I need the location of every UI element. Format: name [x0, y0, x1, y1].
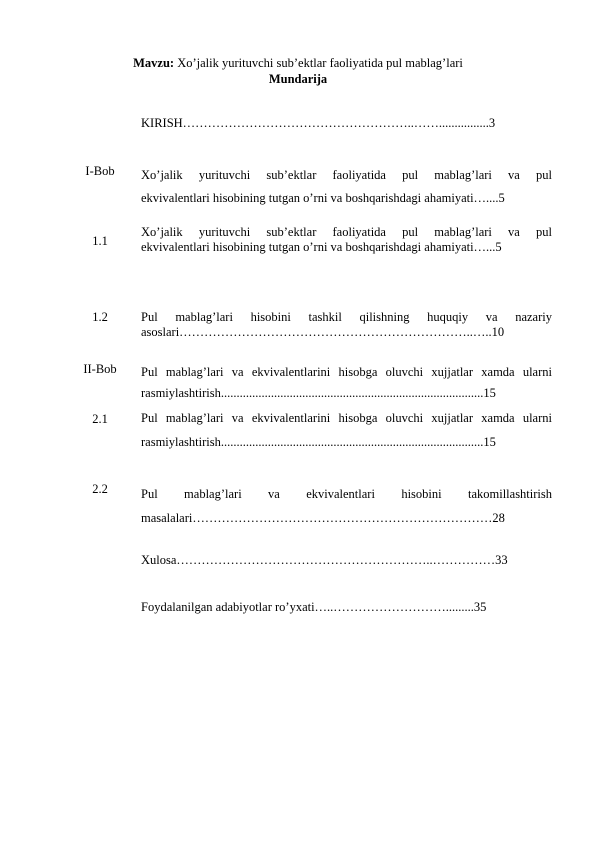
toc-entry-section-1-2-line2: asoslari……………………………………………………………..…..10 [141, 325, 505, 339]
toc-label-section-1-1: 1.1 [92, 234, 108, 248]
toc-entry-section-2-2-line1: Pul mablag’lari va ekvivalentlari hisobini takomillashtirish [141, 487, 552, 501]
toc-label-chapter-1: I-Bob [85, 164, 115, 178]
toc-label-section-2-2: 2.2 [92, 482, 108, 496]
toc-label-section-1-2: 1.2 [92, 310, 108, 324]
toc-entry-section-2-1 [141, 406, 552, 454]
toc-entry-section-1-1 [141, 225, 552, 255]
toc-entry-section-2-1-line1: Pul mablag’lari va ekvivalentlarini hisobga oluvchi xujjatlar xamda ularni [141, 411, 552, 425]
toc-entry-section-1-1-line1: Xo’jalik yurituvchi sub’ektlar faoliyatida pul mablag’lari va pul [141, 225, 552, 239]
toc-entry-chapter-2-line2: rasmiylashtirish....................................................................................15 [141, 386, 496, 400]
toc-entry-section-2-1-line2: rasmiylashtirish....................................................................................15 [141, 435, 496, 449]
toc-entry-section-1-2-line1: Pul mablag’lari hisobini tashkil qilishning huquqiy va nazariy [141, 310, 552, 324]
toc-entry-chapter-1 [141, 164, 552, 210]
toc-entry-section-2-2-line2: masalalari………………………………………………………………28 [141, 511, 505, 525]
toc-entry-section-2-2 [141, 482, 552, 530]
topic-text: Xo’jalik yurituvchi sub’ektlar faoliyatida pul mablag’lari [177, 56, 463, 70]
toc-entry-chapter-2-line1: Pul mablag’lari va ekvivalentlarini hisobga oluvchi xujjatlar xamda ularni [141, 365, 552, 379]
toc-label-section-2-1: 2.1 [92, 412, 108, 426]
toc-entry-chapter-1-line1: Xo’jalik yurituvchi sub’ektlar faoliyatida pul mablag’lari va pul [141, 168, 552, 182]
topic-label: Mavzu: [133, 56, 175, 70]
toc-entry-chapter-1-line2: ekvivalentlari hisobining tutgan o’rni va boshqarishdagi ahamiyati…....5 [141, 191, 505, 205]
toc-entry-references: Foydalanilgan adabiyotlar ro’yxati…..……………………….........35 [141, 600, 487, 614]
toc-heading: Mundarija [268, 72, 328, 86]
toc-entry-section-1-2 [141, 310, 552, 340]
topic-line [0, 56, 596, 71]
toc-entry-chapter-2 [141, 362, 552, 404]
toc-entry-xulosa: Xulosa……………………………………………………..……………33 [141, 553, 508, 567]
toc-entry-kirish: KIRISH………………………………………………..……................3 [141, 116, 496, 130]
toc-label-chapter-2: II-Bob [83, 362, 117, 376]
toc-entry-section-1-1-line2: ekvivalentlari hisobining tutgan o’rni va boshqarishdagi ahamiyati…...5 [141, 240, 502, 254]
